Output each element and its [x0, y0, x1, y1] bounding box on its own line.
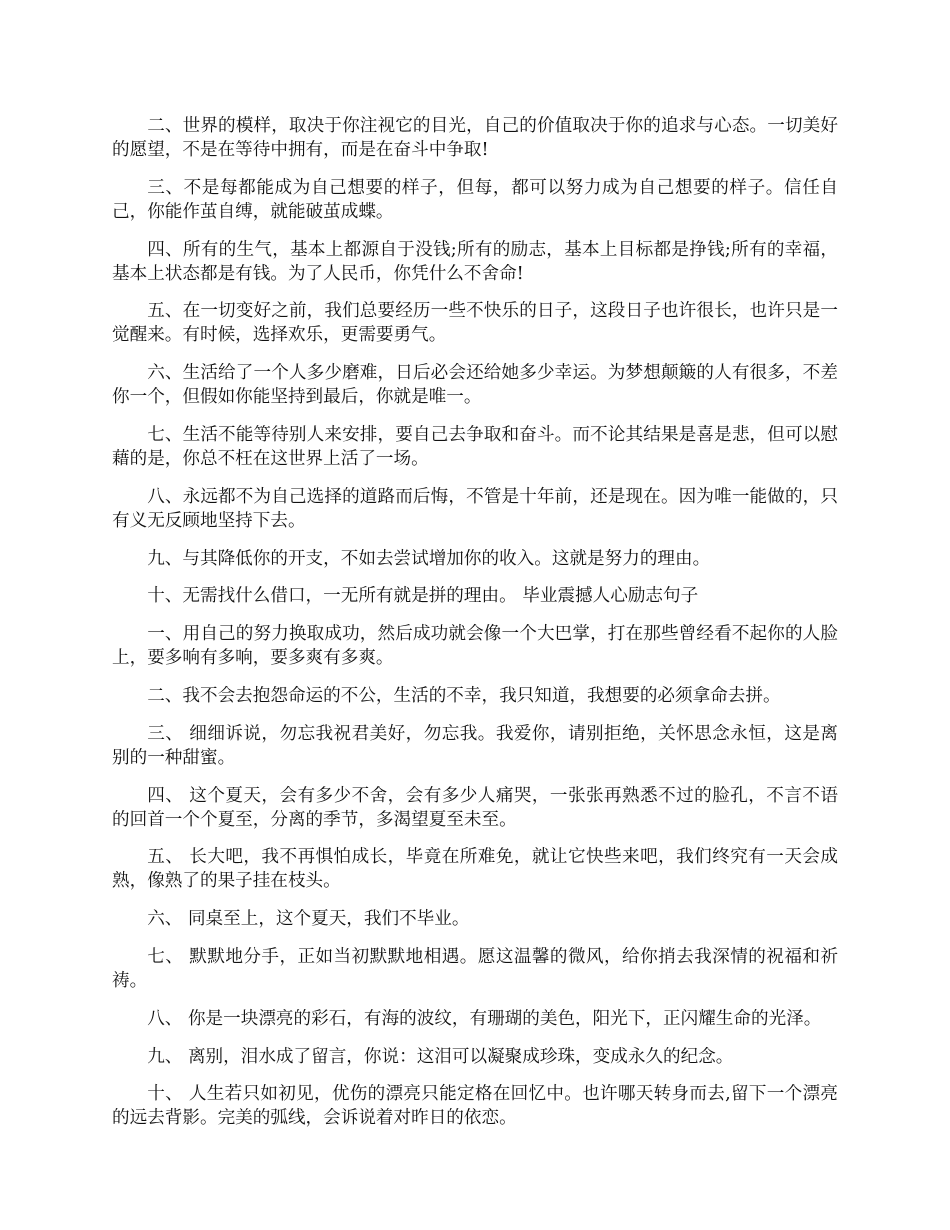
paragraph: 七、 默默地分手，正如当初默默地相遇。愿这温馨的微风，给你捎去我深情的祝福和祈祷。	[112, 946, 838, 991]
paragraph: 十、无需找什么借口，一无所有就是拼的理由。 毕业震撼人心励志句子	[147, 586, 699, 607]
paragraph: 一、用自己的努力换取成功，然后成功就会像一个大巴掌，打在那些曾经看不起你的人脸上，要多响有多响，要多爽有多爽。	[112, 624, 838, 669]
paragraph: 七、生活不能等待别人来安排，要自己去争取和奋斗。而不论其结果是喜是悲，但可以慰藉的是，你总不枉在这世界上活了一场。	[112, 424, 838, 469]
paragraph: 九、 离别，泪水成了留言，你说：这泪可以凝聚成珍珠，变成永久的纪念。	[147, 1046, 734, 1067]
paragraph: 二、我不会去抱怨命运的不公，生活的不幸，我只知道，我想要的必须拿命去拼。	[147, 685, 781, 706]
paragraph: 五、 长大吧，我不再惧怕成长，毕竟在所难免，就让它快些来吧，我们终究有一天会成熟，像熟了的果子挂在枝头。	[112, 847, 838, 892]
paragraph: 八、永远都不为自己选择的道路而后悔，不管是十年前，还是现在。因为唯一能做的，只有义无反顾地坚持下去。	[112, 486, 838, 531]
paragraph: 二、世界的模样，取决于你注视它的目光，自己的价值取决于你的追求与心态。一切美好的愿望，不是在等待中拥有，而是在奋斗中争取!	[112, 116, 838, 160]
document-page	[112, 114, 838, 1144]
paragraph: 四、 这个夏天，会有多少不舍，会有多少人痛哭，一张张再熟悉不过的脸孔，不言不语的回首一个个夏至，分离的季节，多渴望夏至未至。	[112, 785, 838, 830]
paragraph: 六、生活给了一个人多少磨难，日后必会还给她多少幸运。为梦想颠簸的人有很多，不差你一个，但假如你能坚持到最后，你就是唯一。	[112, 363, 838, 408]
paragraph: 八、 你是一块漂亮的彩石，有海的波纹，有珊瑚的美色，阳光下，正闪耀生命的光泽。	[147, 1008, 822, 1029]
paragraph: 六、 同桌至上，这个夏天，我们不毕业。	[147, 909, 470, 930]
paragraph: 五、在一切变好之前，我们总要经历一些不快乐的日子，这段日子也许很长，也许只是一觉醒来。有时候，选择欢乐，更需要勇气。	[112, 301, 838, 346]
paragraph: 十、 人生若只如初见，优伤的漂亮只能定格在回忆中。也许哪天转身而去,留下一个漂亮的远去背影。完美的弧线，会诉说着对昨日的依恋。	[112, 1084, 838, 1129]
paragraph: 四、所有的生气，基本上都源自于没钱;所有的励志，基本上目标都是挣钱;所有的幸福，基本上状态都是有钱。为了人民币，你凭什么不舍命!	[112, 239, 838, 284]
paragraph: 三、不是每都能成为自己想要的样子，但每，都可以努力成为自己想要的样子。信任自己，你能作茧自缚，就能破茧成蝶。	[112, 177, 838, 222]
paragraph: 三、 细细诉说，勿忘我祝君美好，勿忘我。我爱你，请别拒绝，关怀思念永恒，这是离别的一种甜蜜。	[112, 723, 838, 768]
paragraph: 九、与其降低你的开支，不如去尝试增加你的收入。这就是努力的理由。	[147, 548, 711, 569]
